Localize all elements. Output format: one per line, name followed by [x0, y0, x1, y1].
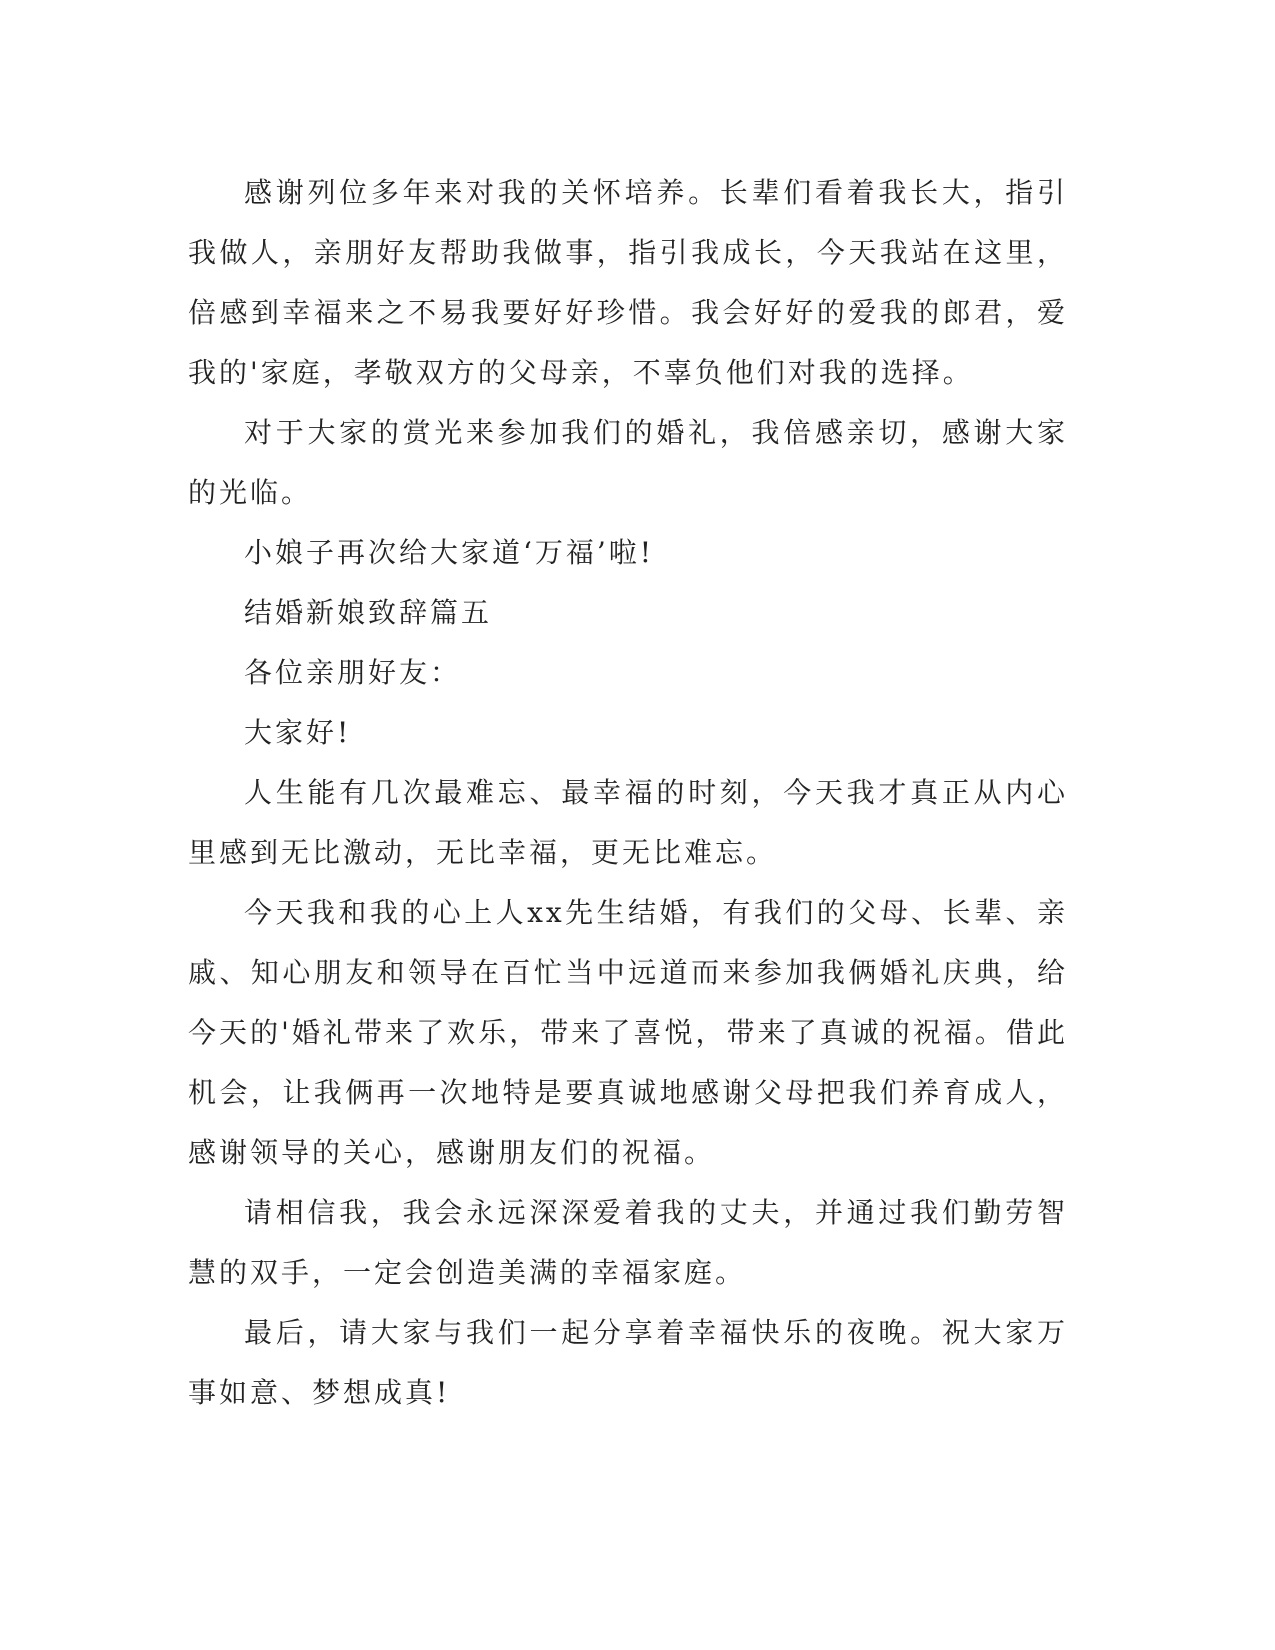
paragraph-wedding-today: 今天我和我的心上人xx先生结婚，有我们的父母、长辈、亲戚、知心朋友和领导在百忙当中远道而来参加我俩婚礼庆典，给今天的'婚礼带来了欢乐，带来了喜悦，带来了真诚的祝福。借此机会，让我俩再一次地特是要真诚地感谢父母把我们养育成人，感谢领导的关心，感谢朋友们的祝福。 — [188, 896, 1068, 1169]
document-body — [188, 163, 1068, 1423]
paragraph-gratitude: 感谢列位多年来对我的关怀培养。长辈们看着我长大，指引我做人，亲朋好友帮助我做事，指引我成长，今天我站在这里，倍感到幸福来之不易我要好好珍惜。我会好好的爱我的郎君，爱我的'家庭，孝敬双方的父母亲，不辜负他们对我的选择。 — [188, 176, 1068, 389]
greeting: 大家好! — [244, 716, 352, 749]
paragraph-wanfu: 小娘子再次给大家道‘万福’啦! — [244, 536, 655, 569]
paragraph-memorable-moment: 人生能有几次最难忘、最幸福的时刻，今天我才真正从内心里感到无比激动，无比幸福，更无比难忘。 — [188, 776, 1068, 869]
paragraph-thanks-attendance: 对于大家的赏光来参加我们的婚礼，我倍感亲切，感谢大家的光临。 — [188, 416, 1068, 509]
paragraph-promise: 请相信我，我会永远深深爱着我的丈夫，并通过我们勤劳智慧的双手，一定会创造美满的幸福家庭。 — [188, 1196, 1068, 1289]
section-title-part-five: 结婚新娘致辞篇五 — [244, 596, 493, 629]
paragraph-closing: 最后，请大家与我们一起分享着幸福快乐的夜晚。祝大家万事如意、梦想成真! — [188, 1316, 1068, 1409]
salutation: 各位亲朋好友： — [244, 656, 462, 689]
